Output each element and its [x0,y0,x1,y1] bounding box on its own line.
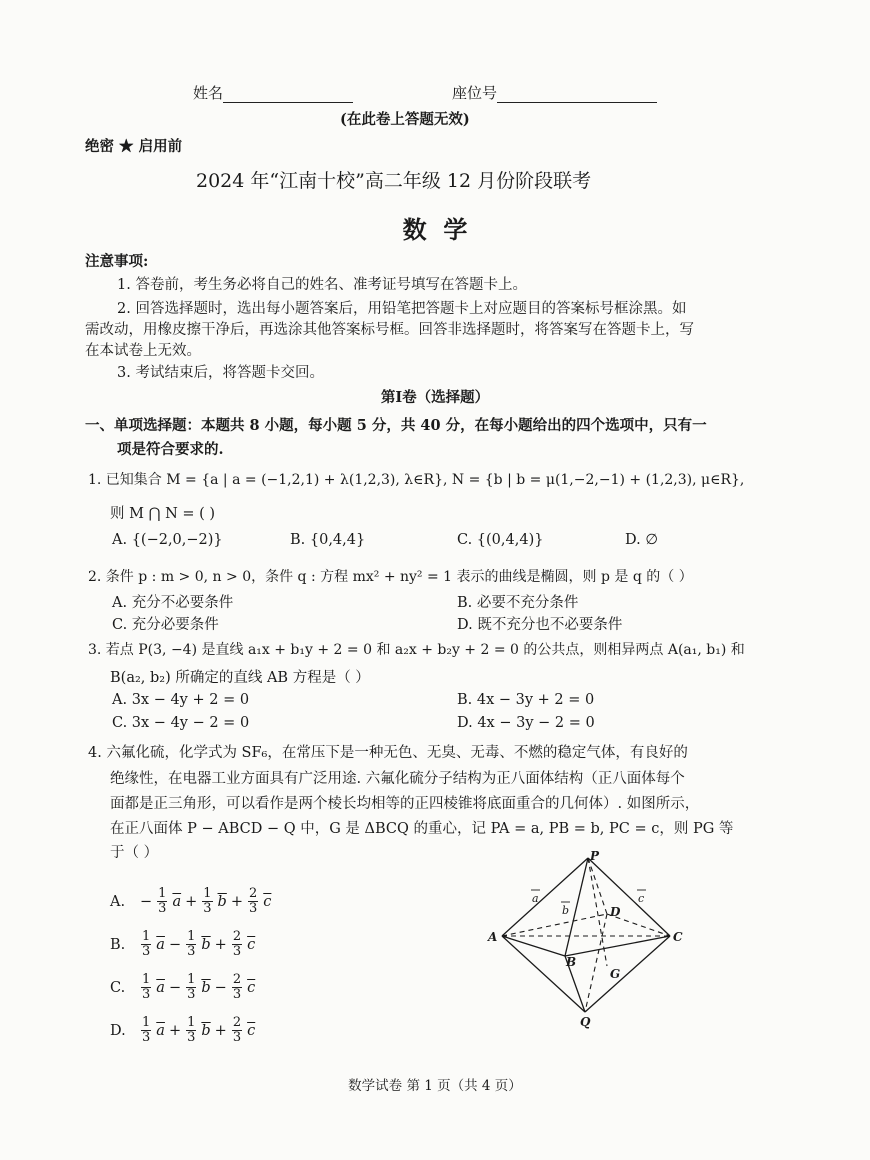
fraction [248,887,258,915]
sign: + [185,893,198,910]
sign: + [214,936,227,953]
q2-option-b: B. 必要不充分条件 [457,595,579,611]
notice-line-3: 需改动，用橡皮擦干净后，再选涂其他答案标号框。回答非选择题时，将答案写在答题卡上，写 [85,322,694,338]
q4-line-2: 绝缘性，在电器工业方面具有广泛用途. 六氟化硫分子结构为正八面体结构（正八面体每个 [110,771,685,787]
fraction [186,1016,196,1044]
exam-title: 2024 年“江南十校”高二年级 12 月份阶段联考 [196,170,592,192]
q4-option-a [110,880,271,923]
label-c: C [673,930,683,944]
edge-pc [588,858,670,936]
fraction [232,1016,242,1044]
denominator: 3 [232,944,242,959]
q2-option-c: C. 充分必要条件 [112,617,219,633]
name-label: 姓名 [193,84,224,102]
q3-option-a: A. 3x − 4y + 2 = 0 [112,692,250,708]
q4-option-d [110,1009,271,1052]
edge-ad [502,914,607,936]
fraction [141,930,151,958]
edge-ab [502,936,565,956]
section-title: 第Ⅰ卷（选择题） [380,389,490,406]
numerator: 1 [187,972,196,988]
edge-aq [502,936,585,1012]
part1-heading-line2: 项是符合要求的. [117,441,224,458]
fraction [202,887,212,915]
denominator: 3 [248,901,258,916]
denominator: 3 [187,1030,196,1045]
q2-option-d: D. 既不充分也不必要条件 [457,617,623,633]
numerator: 1 [187,1015,196,1031]
label-d: D [610,905,621,919]
q3-option-b: B. 4x − 3y + 2 = 0 [457,692,595,708]
q3-option-d: D. 4x − 3y − 2 = 0 [457,715,595,731]
seat-label: 座位号 [452,84,498,102]
label-b: B [566,955,577,969]
denominator: 3 [232,987,242,1002]
option-letter: C. [110,979,126,996]
notice-line-1: 1. 答卷前，考生务必将自己的姓名、准考证号填写在答题卡上。 [117,277,527,293]
vector: $\overline{a}$ [156,936,165,953]
fraction [186,973,196,1001]
edge-bc [565,936,670,956]
vector: $\overline{b}$ [217,893,227,910]
sign: − [168,979,182,996]
q4-line-5: 于（ ） [110,845,159,861]
numerator: 2 [232,1015,242,1031]
numerator: 1 [142,972,151,988]
notice-line-5: 3. 考试结束后，将答题卡交回。 [117,365,324,381]
fraction [141,973,151,1001]
secret-label: 绝密 ★ 启用前 [85,138,183,155]
numerator: 1 [203,886,212,902]
q1-option-a: A. {(−2,0,−2)} [112,532,223,548]
sign: − [168,936,182,953]
option-letter: A. [110,893,126,910]
numerator: 2 [248,886,258,902]
part1-heading-line1: 一、单项选择题：本题共 8 小题，每小题 5 分，共 40 分，在每小题给出的四个选项中，只有一 [85,417,707,434]
q1-option-d: D. ∅ [625,532,658,548]
q3-option-c: C. 3x − 4y − 2 = 0 [112,715,250,731]
vector: $\overline{b}$ [201,979,211,996]
fraction [232,973,242,1001]
seat-blank [497,88,657,103]
label-vec-c: c [638,892,645,905]
octahedron-figure [480,848,700,1034]
label-q: Q [580,1015,591,1029]
q2-stem: 2. 条件 p : m > 0, n > 0，条件 q : 方程 mx² + ny² = 1 表示的曲线是椭圆，则 p 是 q 的（ ） [88,569,693,585]
name-blank [223,88,353,103]
q2-option-a: A. 充分不必要条件 [112,595,234,611]
sign: + [214,1022,227,1039]
q1-option-c: C. {(0,4,4)} [457,532,544,548]
edge-cq [585,936,670,1012]
numerator: 1 [142,1015,151,1031]
invalid-note: (在此卷上答题无效) [340,111,470,128]
q4-option-b [110,923,271,966]
sign: + [230,893,243,910]
page-footer: 数学试卷 第 1 页（共 4 页） [348,1078,522,1094]
denominator: 3 [187,944,196,959]
numerator: 2 [232,929,242,945]
notice-line-2: 2. 回答选择题时，选出每小题答案后，用铅笔把答题卡上对应题目的答案标号框涂黑。如 [117,301,687,317]
denominator: 3 [203,901,212,916]
q1-option-b: B. {0,4,4} [290,532,366,548]
numerator: 1 [158,886,167,902]
label-g: G [610,967,621,981]
numerator: 1 [142,929,151,945]
sign: + [168,1022,182,1039]
sign: − [140,893,153,910]
option-letter: B. [110,936,126,953]
fraction [232,930,242,958]
edge-dq [585,914,607,1012]
vector: $\overline{b}$ [201,936,211,953]
denominator: 3 [142,1030,151,1045]
option-letter: D. [110,1022,126,1039]
denominator: 3 [142,987,151,1002]
label-vec-a: a [532,892,539,905]
notice-title: 注意事项: [85,253,149,270]
denominator: 3 [142,944,151,959]
label-p: P [590,849,600,863]
fraction [186,930,196,958]
q4-line-1: 4. 六氟化硫，化学式为 SF₆，在常压下是一种无色、无臭、无毒、不燃的稳定气体，有良好的 [88,745,688,761]
label-a: A [488,930,498,944]
numerator: 1 [187,929,196,945]
label-vec-b: b [562,904,570,917]
q3-stem: 3. 若点 P(3, −4) 是直线 a₁x + b₁y + 2 = 0 和 a₂x + b₂y + 2 = 0 的公共点，则相异两点 A(a₁, b₁) 和 [88,642,745,658]
q4-options [110,880,271,1052]
q1-stem2: 则 M ⋂ N = ( ) [110,506,216,522]
fraction [141,1016,151,1044]
vector: $\overline{a}$ [172,893,182,910]
vector: $\overline{c}$ [247,979,256,996]
edge-pa [502,858,588,936]
vector: $\overline{c}$ [247,1022,256,1039]
q4-line-4: 在正八面体 P − ABCD − Q 中，G 是 ΔBCQ 的重心，记 PA = a, PB = b, PC = c，则 PG 等 [110,821,734,837]
q4-line-3: 面都是正三角形，可以看作是两个棱长均相等的正四棱锥将底面重合的几何体）. 如图所示， [110,796,700,812]
numerator: 2 [232,972,242,988]
denominator: 3 [187,987,196,1002]
seat-field [452,82,657,103]
vector: $\overline{a}$ [156,1022,165,1039]
q3-stem2: B(a₂, b₂) 所确定的直线 AB 方程是（ ） [110,670,370,686]
denominator: 3 [158,901,167,916]
vector: $\overline{c}$ [263,893,272,910]
notice-line-4: 在本试卷上无效。 [85,343,201,359]
q4-option-c [110,966,271,1009]
vector: $\overline{a}$ [156,979,165,996]
name-field [193,82,353,103]
denominator: 3 [232,1030,242,1045]
subject-title: 数 学 [402,215,468,244]
fraction [157,887,167,915]
vector: $\overline{c}$ [247,936,256,953]
vector: $\overline{b}$ [201,1022,211,1039]
q1-stem: 1. 已知集合 M = {a | a = (−1,2,1) + λ(1,2,3), λ∈R}, N = {b | b = μ(1,−2,−1) + (1,2,3), μ∈R}, [88,472,745,488]
sign: − [214,979,227,996]
